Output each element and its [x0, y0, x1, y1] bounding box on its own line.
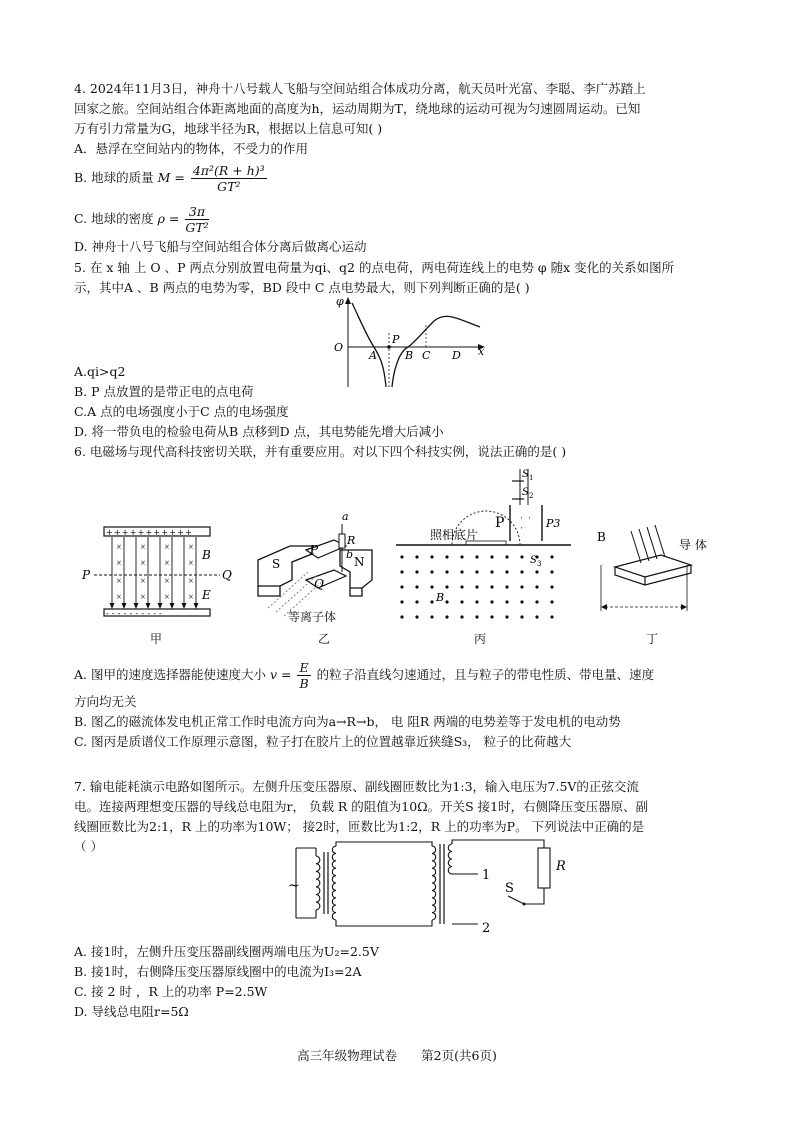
bing-field-dot — [520, 615, 523, 618]
bing-field-dot — [445, 570, 448, 573]
ding-label-b: B — [597, 530, 606, 544]
q5-stem-line2: 示，其中A 、B 两点的电势为零，BD 段中 C 点电势最大，则下列判断正确的是( ) — [74, 280, 530, 295]
bing-field-dot — [505, 555, 508, 558]
q4-option-b-text: B. 地球的质量 — [74, 170, 154, 185]
q5-label-b: B — [405, 349, 414, 362]
svg-text:×: × — [116, 593, 122, 601]
q4-option-b-lhs: M = — [157, 170, 185, 185]
yi-label-r: R — [347, 534, 356, 547]
q6-figure-bing — [396, 465, 571, 625]
bing-field-dot — [475, 555, 478, 558]
bing-field-dot — [460, 570, 463, 573]
q6-caption-jia: 甲 — [150, 632, 163, 646]
yi-plate-q — [306, 570, 346, 588]
bing-field-dot — [490, 585, 493, 588]
q4-stem-line2: 回家之旅。空间站组合体距离地面的高度为h，运动周期为T，绕地球的运动可视为匀速圆周运动。已知 — [74, 101, 641, 116]
bing-field-dot — [460, 600, 463, 603]
bing-field-dot — [445, 585, 448, 588]
footer-page-number: 第2页(共6页) — [421, 1048, 497, 1063]
bing-field-dot — [490, 615, 493, 618]
bing-field-dot — [475, 585, 478, 588]
q4-option-c-numerator: 3π — [185, 204, 208, 220]
bing-label-s3-sub: 3 — [537, 560, 542, 568]
bing-label-s2-sub: 2 — [529, 492, 534, 500]
jia-label-q: Q — [222, 568, 232, 582]
q5-point-p — [387, 345, 391, 349]
q4-option-c-denominator: GT² — [185, 220, 209, 235]
q7-switch-label: S — [505, 881, 514, 896]
q7-option-b: B. 接1时，右侧降压变压器原线圈中的电流为I₃=2A — [74, 964, 362, 979]
bing-field-dot — [430, 555, 433, 558]
q6-option-a — [74, 660, 654, 691]
svg-text:×: × — [140, 543, 146, 551]
bing-field-dot — [550, 570, 553, 573]
bing-field-dot — [430, 615, 433, 618]
q6-option-a-fraction — [297, 660, 310, 691]
q6-option-c: C. 图丙是质谱仪工作原理示意图，粒子打在胶片上的位置越靠近狭缝S₃， 粒子的比荷越大 — [74, 734, 572, 749]
q6-option-a-line2: 方向均无关 — [74, 694, 137, 709]
bing-field-dot — [535, 585, 538, 588]
q7-step-down-primary-coil — [432, 846, 436, 920]
bing-field-dot — [460, 615, 463, 618]
yi-plasma-label: 等离子体 — [288, 610, 337, 624]
svg-text:×: × — [116, 559, 122, 567]
q7-option-d: D. 导线总电阻r=5Ω — [74, 1004, 189, 1019]
bing-field-dot — [430, 570, 433, 573]
bing-field-dot — [415, 615, 418, 618]
q6-option-a-text: A. 图甲的速度选择器能使速度大小 — [74, 667, 266, 682]
q5-potential-graph — [328, 295, 490, 390]
q7-circuit-diagram — [286, 838, 576, 938]
svg-text:×: × — [164, 593, 170, 601]
svg-text:×: × — [164, 559, 170, 567]
bing-field-dot — [475, 570, 478, 573]
bing-field-dot — [445, 555, 448, 558]
bing-field-dot — [535, 600, 538, 603]
bing-field-dot — [475, 615, 478, 618]
svg-text:⋅: ⋅ — [528, 514, 532, 524]
q6-caption-ding: 丁 — [646, 632, 659, 646]
q6-option-a-lhs: v = — [269, 667, 292, 682]
page-footer — [0, 1046, 794, 1064]
bing-field-dot — [415, 600, 418, 603]
svg-text:----------: ---------- — [106, 609, 166, 618]
q7-option-a: A. 接1时，左侧升压变压器副线圈两端电压为U₂=2.5V — [74, 944, 379, 959]
svg-text:×: × — [188, 593, 194, 601]
q6-option-b: B. 图乙的磁流体发电机正常工作时电流方向为a→R→b， 电 阻R 两端的电势差等于发电机的电动势 — [74, 714, 621, 729]
q5-label-d: D — [452, 349, 461, 362]
bing-field-dot — [550, 600, 553, 603]
q5-option-a: A.qi>q2 — [74, 364, 126, 379]
bing-field-dot — [430, 600, 433, 603]
bing-field-dot — [520, 600, 523, 603]
q5-label-x: x — [478, 345, 485, 358]
yi-magnet-s — [258, 546, 312, 586]
q7-step-down-secondary-coil — [448, 844, 452, 874]
q7-stem-line1: 7. 输电能耗演示电路如图所示。左侧升压变压器原、副线圈匝数比为1:3，输入电压为7.5V的正弦交流 — [74, 779, 639, 794]
yi-resistor — [339, 534, 345, 548]
q7-step-up-primary-coil — [316, 856, 320, 910]
q5-option-c: C.A 点的电场强度小于C 点的电场强度 — [74, 404, 289, 419]
svg-text:+++++++++++: +++++++++++ — [106, 528, 193, 537]
svg-text:×: × — [140, 559, 146, 567]
q7-terminal-1: 1 — [482, 868, 491, 883]
bing-field-dot — [550, 615, 553, 618]
svg-text:×: × — [188, 577, 194, 585]
bing-label-film: 照相底片 — [430, 528, 479, 542]
q6-option-a-denominator: B — [299, 676, 309, 691]
q5-label-p: P — [392, 333, 400, 346]
bing-field-dot — [520, 555, 523, 558]
svg-text:×: × — [188, 559, 194, 567]
bing-field-dot — [535, 570, 538, 573]
bing-field-dot — [430, 585, 433, 588]
svg-text:×: × — [164, 543, 170, 551]
jia-label-b: B — [202, 548, 211, 562]
bing-field-dot — [475, 600, 478, 603]
bing-label-p: P — [495, 515, 505, 531]
q7-terminal-2: 2 — [482, 921, 491, 936]
svg-text:×: × — [140, 577, 146, 585]
q7-transmission-lines — [336, 842, 432, 926]
q4-option-c-fraction — [185, 204, 208, 235]
bing-field-dot — [415, 570, 418, 573]
bing-field-dot — [415, 585, 418, 588]
bing-field-dot — [400, 615, 403, 618]
svg-text:×: × — [140, 593, 146, 601]
bing-field-dot — [445, 615, 448, 618]
jia-label-e: E — [202, 588, 211, 602]
q4-option-b-numerator: 4π²(R + h)³ — [192, 163, 265, 178]
q6-option-a-text-end: 的粒子沿直线匀速通过，且与粒子的带电性质、带电量、速度 — [316, 667, 655, 682]
q4-stem-line1: 4. 2024年11月3日，神舟十八号载人飞船与空间站组合体成功分离，航天员叶光富、李聪、李广苏踏上 — [74, 81, 646, 96]
svg-text:×: × — [116, 543, 122, 551]
bing-field-dot — [490, 570, 493, 573]
yi-label-q: Q — [314, 577, 324, 591]
q4-option-a: A．悬浮在空间站内的物体，不受力的作用 — [74, 141, 309, 156]
bing-field-dot — [520, 585, 523, 588]
q4-option-b-fraction — [191, 163, 267, 194]
q6-caption-bing: 丙 — [474, 632, 487, 646]
q4-option-b — [74, 163, 269, 194]
ding-label-conductor: 导 体 — [679, 538, 707, 552]
q6-stem: 6. 电磁场与现代高科技密切关联，并有重要应用。对以下四个科技实例，说法正确的是( ) — [74, 444, 567, 459]
yi-label-b: b — [346, 548, 354, 561]
bing-field-dot — [490, 600, 493, 603]
bing-label-p3: P3 — [546, 517, 561, 530]
bing-field-dot — [415, 555, 418, 558]
bing-field-dot — [445, 600, 448, 603]
q5-label-o: O — [334, 341, 344, 354]
q4-option-b-denominator: GT² — [217, 179, 241, 194]
bing-field-dot — [505, 600, 508, 603]
bing-label-b: B — [436, 591, 445, 604]
q7-load-resistor — [538, 848, 550, 888]
bing-label-s3: S — [530, 555, 537, 566]
bing-field-dot — [520, 570, 523, 573]
bing-label-s2: S — [522, 487, 529, 498]
q7-stem-line4: （ ） — [74, 839, 103, 854]
q4-option-c — [74, 204, 211, 235]
bing-field-dot — [505, 615, 508, 618]
q6-figure-ding — [595, 515, 715, 620]
bing-field-dot — [490, 555, 493, 558]
q5-label-c: C — [422, 349, 431, 362]
q7-switch — [508, 896, 524, 904]
q7-resistor-label: R — [556, 859, 566, 874]
q5-label-a: A — [369, 349, 377, 362]
bing-field-dot — [535, 615, 538, 618]
q7-option-c: C. 接 2 时 ，R 上的功率 P=2.5W — [74, 984, 268, 999]
q5-stem-line1: 5. 在 x 轴 上 O 、P 两点分别放置电荷量为qi、q2 的点电荷，两电荷连线上的电势 φ 随x 变化的关系如图所 — [74, 260, 675, 275]
q5-option-d: D. 将一带负电的检验电荷从B 点移到D 点，其电势能先增大后减小 — [74, 424, 444, 439]
footer-title: 高三年级物理试卷 — [297, 1048, 398, 1063]
ding-conductor-top — [615, 555, 691, 577]
q4-option-c-text: C. 地球的密度 — [74, 211, 154, 226]
yi-label-n: N — [354, 555, 365, 569]
svg-text:⋅: ⋅ — [520, 514, 524, 524]
q4-option-d: D. 神舟十八号飞船与空间站组合体分离后做离心运动 — [74, 239, 367, 254]
bing-field-dot — [400, 585, 403, 588]
svg-text:⋅: ⋅ — [520, 524, 524, 534]
bing-field-dot — [460, 555, 463, 558]
svg-text:×: × — [116, 577, 122, 585]
yi-label-s: S — [272, 557, 281, 571]
svg-text:×: × — [164, 577, 170, 585]
svg-text:×: × — [188, 543, 194, 551]
q6-caption-yi: 乙 — [318, 632, 331, 646]
bing-label-s1: S — [522, 469, 529, 480]
q7-stem-line2: 电。连接两理想变压器的导线总电阻为r， 负载 R 的阻值为10Ω。开关S 接1时，右侧降压变压器原、副 — [74, 799, 649, 814]
q5-phi-axis-arrow — [345, 297, 351, 304]
yi-label-p: P — [310, 543, 319, 557]
jia-label-p: P — [82, 568, 91, 582]
bing-field-dot — [460, 585, 463, 588]
bing-field-dot — [400, 600, 403, 603]
q5-curve-left — [352, 303, 386, 387]
q5-option-b: B. P 点放置的是带正电的点电荷 — [74, 384, 254, 399]
q5-label-phi: φ — [336, 295, 344, 308]
jia-field-lines — [112, 537, 196, 607]
bing-field-dot — [550, 555, 553, 558]
jia-magnetic-crosses — [116, 543, 194, 601]
bing-field-dot — [550, 585, 553, 588]
q7-stem-line3: 线圈匝数比为2:1，R 上的功率为10W； 接2时，匝数比为1:2，R 上的功率为P。 下列说法中正确的是 — [74, 819, 645, 834]
q4-stem-line3: 万有引力常量为G，地球半径为R，根据以上信息可知( ) — [74, 121, 383, 136]
bing-field-dot — [400, 570, 403, 573]
bing-field-dot — [400, 555, 403, 558]
bing-label-s1-sub: 1 — [529, 474, 534, 482]
q6-option-a-numerator: E — [299, 660, 309, 675]
yi-label-a: a — [342, 510, 349, 523]
q4-option-c-lhs: ρ = — [157, 211, 180, 226]
q6-figure-jia — [80, 525, 240, 620]
q7-ac-source: ~ — [288, 878, 300, 894]
bing-field-dot — [505, 570, 508, 573]
bing-field-dot — [505, 585, 508, 588]
q7-step-up-secondary-coil — [332, 846, 336, 920]
